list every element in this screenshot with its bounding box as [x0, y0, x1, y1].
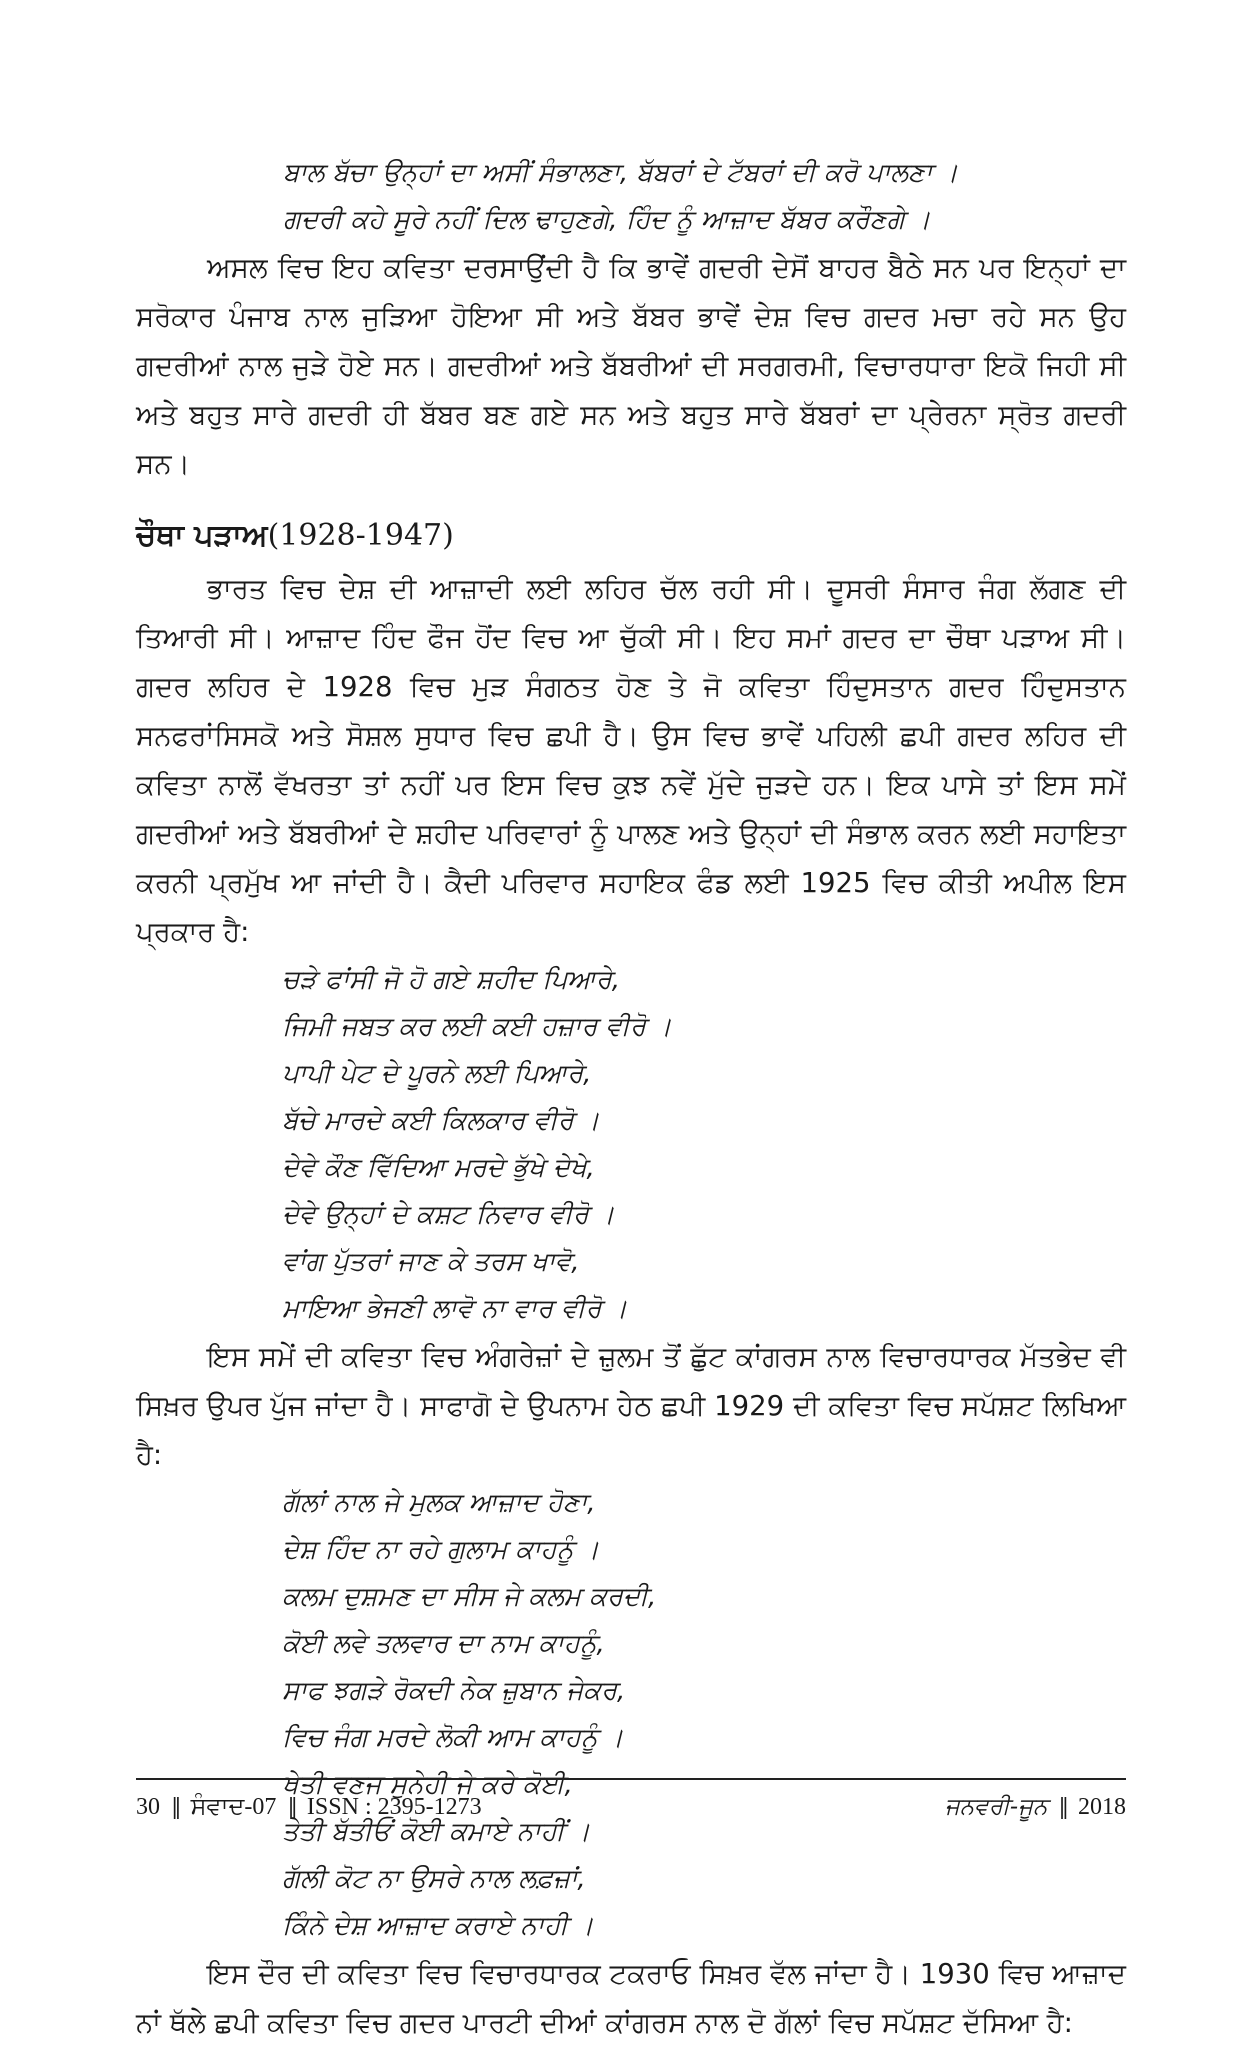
verse-line: ਕਿੰਨੇ ਦੇਸ਼ ਆਜ਼ਾਦ ਕਰਾਏ ਨਾਹੀ ।: [282, 1911, 594, 1941]
page-content: [136, 150, 1126, 2048]
page-footer: [136, 1778, 1126, 1821]
footer-left: [136, 1794, 482, 1821]
verse-line: ਬਾਲ ਬੱਚਾ ਉਨ੍ਹਾਂ ਦਾ ਅਸੀਂ ਸੰਭਾਲਣਾ, ਬੱਬਰਾਂ ਦੇ ਟੱਬਰਾਂ ਦੀ ਕਰੋ ਪਾਲਣਾ ।: [283, 158, 959, 188]
issue-period: ਜਨਵਰੀ-ਜੂਨ: [944, 1794, 1048, 1820]
verse-line: ਤੇਤੀ ਬੱਤੀਓਂ ਕੋਈ ਕਮਾਏ ਨਾਹੀਂ ।: [282, 1817, 591, 1847]
issn: ISSN : 2395-1273: [306, 1794, 482, 1820]
issue-year: 2018: [1078, 1794, 1126, 1820]
safago-verse: [136, 1480, 1126, 1950]
appeal-verse: [136, 957, 1126, 1333]
paragraph-2: ਭਾਰਤ ਵਿਚ ਦੇਸ਼ ਦੀ ਆਜ਼ਾਦੀ ਲਈ ਲਹਿਰ ਚੱਲ ਰਹੀ ਸੀ। ਦੂਸਰੀ ਸੰਸਾਰ ਜੰਗ ਲੱਗਣ ਦੀ ਤਿਆਰੀ ਸੀ। ਆਜ਼ਾਦ ਹਿੰਦ ਫੌਜ ਹੋਂਦ ਵਿਚ ਆ ਚੁੱਕੀ ਸੀ। ਇਹ ਸਮਾਂ ਗਦਰ ਦਾ ਚੌਥਾ ਪੜਾਅ ਸੀ। ਗਦਰ ਲਹਿਰ ਦੇ 1928 ਵਿਚ ਮੁੜ ਸੰਗਠਤ ਹੋਣ ਤੇ ਜੋ ਕਵਿਤਾ ਹਿੰਦੁਸਤਾਨ ਗਦਰ ਹਿੰਦੁਸਤਾਨ ਸਨਫਰਾਂਸਿਸਕੋ ਅਤੇ ਸੋਸ਼ਲ ਸੁਧਾਰ ਵਿਚ ਛਪੀ ਹੈ। ਉਸ ਵਿਚ ਭਾਵੇਂ ਪਹਿਲੀ ਛਪੀ ਗਦਰ ਲਹਿਰ ਦੀ ਕਵਿਤਾ ਨਾਲੋਂ ਵੱਖਰਤਾ ਤਾਂ ਨਹੀਂ ਪਰ ਇਸ ਵਿਚ ਕੁਝ ਨਵੇਂ ਮੁੱਦੇ ਜੁੜਦੇ ਹਨ। ਇਕ ਪਾਸੇ ਤਾਂ ਇਸ ਸਮੇਂ ਗਦਰੀਆਂ ਅਤੇ ਬੱਬਰੀਆਂ ਦੇ ਸ਼ਹੀਦ ਪਰਿਵਾਰਾਂ ਨੂੰ ਪਾਲਣ ਅਤੇ ਉਨ੍ਹਾਂ ਦੀ ਸੰਭਾਲ ਕਰਨ ਲਈ ਸਹਾਇਤਾ ਕਰਨੀ ਪ੍ਰਮੁੱਖ ਆ ਜਾਂਦੀ ਹੈ। ਕੈਦੀ ਪਰਿਵਾਰ ਸਹਾਇਕ ਫੰਡ ਲਈ 1925 ਵਿਚ ਕੀਤੀ ਅਪੀਲ ਇਸ ਪ੍ਰਕਾਰ ਹੈ:: [136, 573, 1126, 948]
paragraph-3: ਇਸ ਸਮੇਂ ਦੀ ਕਵਿਤਾ ਵਿਚ ਅੰਗਰੇਜ਼ਾਂ ਦੇ ਜ਼ੁਲਮ ਤੋਂ ਛੁੱਟ ਕਾਂਗਰਸ ਨਾਲ ਵਿਚਾਰਧਾਰਕ ਮੱਤਭੇਦ ਵੀ ਸਿਖ਼ਰ ਉਪਰ ਪੁੱਜ ਜਾਂਦਾ ਹੈ। ਸਾਫਾਗੋ ਦੇ ਉਪਨਾਮ ਹੇਠ ਛਪੀ 1929 ਦੀ ਕਵਿਤਾ ਵਿਚ ਸਪੱਸ਼ਟ ਲਿਖਿਆ ਹੈ:: [136, 1341, 1126, 1471]
separator-glyph: ||: [288, 1794, 295, 1820]
verse-line: ਦੇਵੇ ਉਨ੍ਹਾਂ ਦੇ ਕਸ਼ਟ ਨਿਵਾਰ ਵੀਰੋ ।: [282, 1200, 615, 1230]
verse-line: ਜਿਮੀ ਜਬਤ ਕਰ ਲਈ ਕਈ ਹਜ਼ਾਰ ਵੀਰੋ ।: [282, 1012, 672, 1042]
verse-line: ਗੱਲੀ ਕੋਟ ਨਾ ਉਸਰੇ ਨਾਲ ਲਫ਼ਜ਼ਾਂ,: [282, 1864, 586, 1894]
separator-glyph: ||: [1059, 1794, 1066, 1820]
verse-line: ਗਦਰੀ ਕਹੇ ਸੂਰੇ ਨਹੀਂ ਦਿਲ ਢਾਹੁਣਗੇ, ਹਿੰਦ ਨੂੰ ਆਜ਼ਾਦ ਬੱਬਰ ਕਰੌਣਗੇ ।: [283, 205, 931, 235]
verse-line: ਵਾਂਗ ਪੁੱਤਰਾਂ ਜਾਣ ਕੇ ਤਰਸ ਖਾਵੋ,: [282, 1247, 580, 1277]
verse-line: ਸਾਫ ਝਗੜੇ ਰੋਕਦੀ ਨੇਕ ਜ਼ੁਬਾਨ ਜੇਕਰ,: [282, 1676, 626, 1706]
verse-line: ਪਾਪੀ ਪੇਟ ਦੇ ਪੂਰਨੇ ਲਈ ਪਿਆਰੇ,: [282, 1059, 592, 1089]
paragraph-1: ਅਸਲ ਵਿਚ ਇਹ ਕਵਿਤਾ ਦਰਸਾਉਂਦੀ ਹੈ ਕਿ ਭਾਵੇਂ ਗਦਰੀ ਦੇਸੋਂ ਬਾਹਰ ਬੈਠੇ ਸਨ ਪਰ ਇਨ੍ਹਾਂ ਦਾ ਸਰੋਕਾਰ ਪੰਜਾਬ ਨਾਲ ਜੁੜਿਆ ਹੋਇਆ ਸੀ ਅਤੇ ਬੱਬਰ ਭਾਵੇਂ ਦੇਸ਼ ਵਿਚ ਗਦਰ ਮਚਾ ਰਹੇ ਸਨ ਉਹ ਗਦਰੀਆਂ ਨਾਲ ਜੁੜੇ ਹੋਏ ਸਨ। ਗਦਰੀਆਂ ਅਤੇ ਬੱਬਰੀਆਂ ਦੀ ਸਰਗਰਮੀ, ਵਿਚਾਰਧਾਰਾ ਇਕੋ ਜਿਹੀ ਸੀ ਅਤੇ ਬਹੁਤ ਸਾਰੇ ਗਦਰੀ ਹੀ ਬੱਬਰ ਬਣ ਗਏ ਸਨ ਅਤੇ ਬਹੁਤ ਸਾਰੇ ਬੱਬਰਾਂ ਦਾ ਪ੍ਰੇਰਨਾ ਸ੍ਰੋਤ ਗਦਰੀ ਸਨ।: [136, 252, 1126, 480]
section-years: (1928-1947): [267, 518, 454, 553]
verse-line: ਬੱਚੇ ਮਾਰਦੇ ਕਈ ਕਿਲਕਾਰ ਵੀਰੋ ।: [282, 1106, 600, 1136]
verse-line: ਦੇਸ਼ ਹਿੰਦ ਨਾ ਰਹੇ ਗੁਲਾਮ ਕਾਹਨੂੰ ।: [282, 1535, 600, 1565]
verse-line: ਦੇਵੇ ਕੌਣ ਵਿੱਦਿਆ ਮਰਦੇ ਭੁੱਖੇ ਦੇਖੇ,: [282, 1153, 595, 1183]
page-number: 30: [136, 1794, 160, 1820]
intro-verse: [136, 150, 1126, 244]
paragraph-4: ਇਸ ਦੌਰ ਦੀ ਕਵਿਤਾ ਵਿਚ ਵਿਚਾਰਧਾਰਕ ਟਕਰਾਓ ਸਿਖ਼ਰ ਵੱਲ ਜਾਂਦਾ ਹੈ। 1930 ਵਿਚ ਆਜ਼ਾਦ ਨਾਂ ਥੱਲੇ ਛਪੀ ਕਵਿਤਾ ਵਿਚ ਗਦਰ ਪਾਰਟੀ ਦੀਆਂ ਕਾਂਗਰਸ ਨਾਲ ਦੋ ਗੱਲਾਂ ਵਿਚ ਸਪੱਸ਼ਟ ਦੱਸਿਆ ਹੈ:: [136, 1958, 1126, 2039]
separator-glyph: ||: [172, 1794, 179, 1820]
footer-right: [945, 1794, 1126, 1821]
journal-name: ਸੰਵਾਦ-07: [190, 1794, 277, 1820]
verse-line: ਚੜੇ ਫਾਂਸੀ ਜੋ ਹੋ ਗਏ ਸ਼ਹੀਦ ਪਿਆਰੇ,: [282, 965, 621, 995]
verse-line: ਵਿਚ ਜੰਗ ਮਰਦੇ ਲੋਕੀ ਆਮ ਕਾਹਨੂੰ ।: [282, 1723, 624, 1753]
verse-line: ਕੋਈ ਲਵੇ ਤਲਵਾਰ ਦਾ ਨਾਮ ਕਾਹਨੂੰ,: [282, 1629, 605, 1659]
verse-line: ਕਲਮ ਦੁਸ਼ਮਣ ਦਾ ਸੀਸ ਜੇ ਕਲਮ ਕਰਦੀ,: [282, 1582, 657, 1612]
section-title: ਚੌਥਾ ਪੜਾਅ: [136, 518, 268, 553]
verse-line: ਖੇਤੀ ਵਣਜ ਸੁਨੇਹੀ ਜੇ ਕਰੇ ਕੋਈ,: [282, 1770, 573, 1800]
section-heading: [136, 513, 1126, 559]
verse-line: ਮਾਇਆ ਭੇਜਣੀ ਲਾਵੋ ਨਾ ਵਾਰ ਵੀਰੋ ।: [282, 1294, 628, 1324]
verse-line: ਗੱਲਾਂ ਨਾਲ ਜੇ ਮੁਲਕ ਆਜ਼ਾਦ ਹੋਣਾ,: [282, 1488, 596, 1518]
